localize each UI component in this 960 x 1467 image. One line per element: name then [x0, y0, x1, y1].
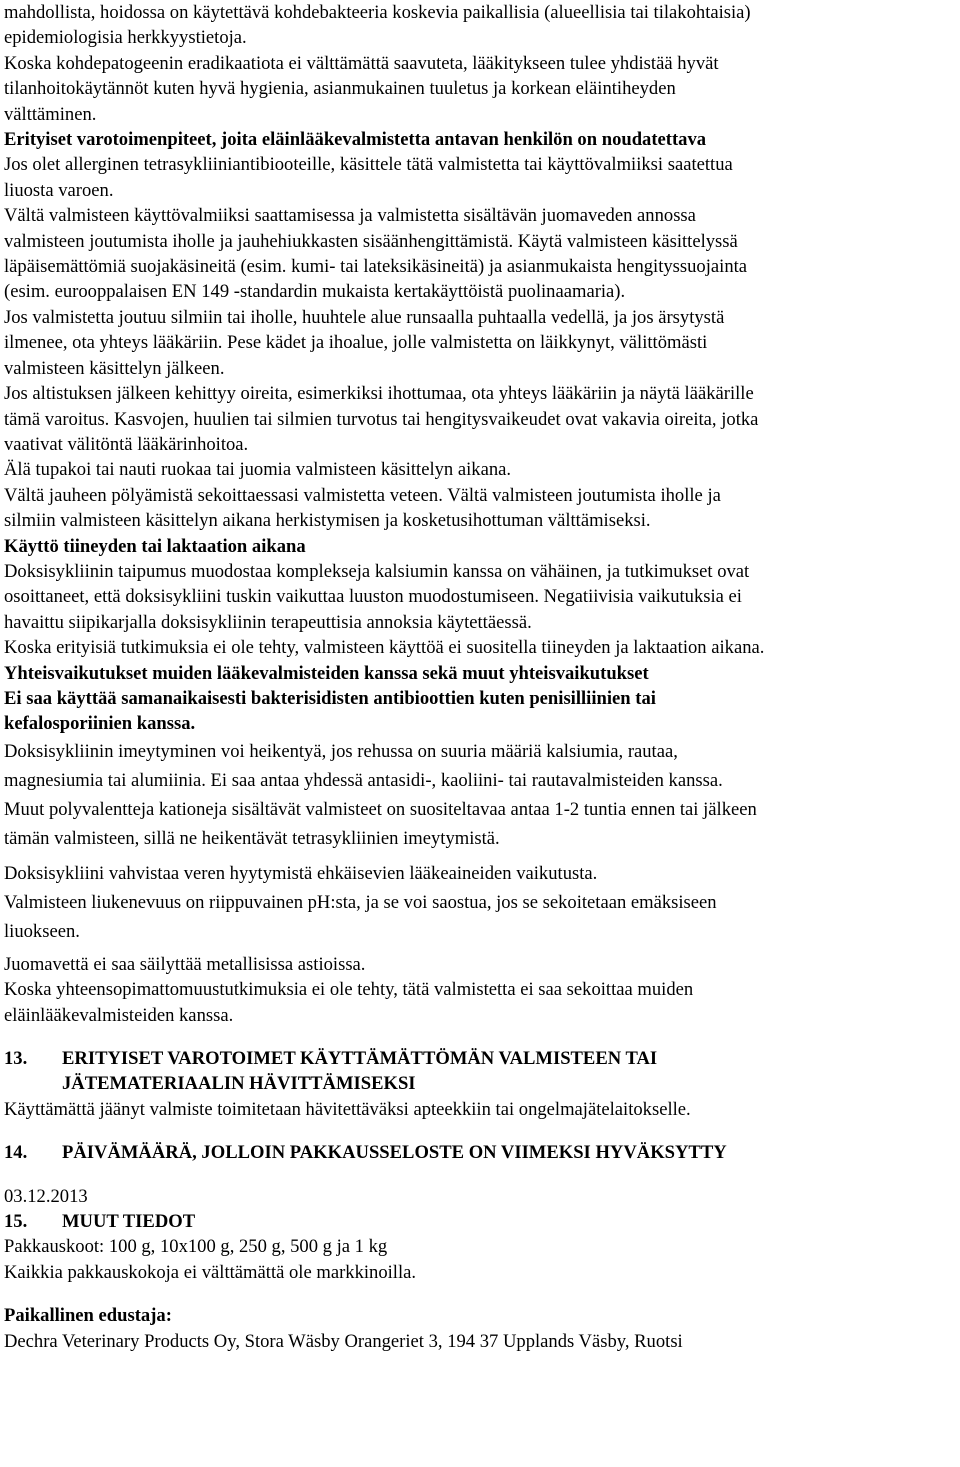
section-13-title-line2: JÄTEMATERIAALIN HÄVITTÄMISEKSI	[62, 1073, 416, 1095]
pack-sizes: Pakkauskoot: 100 g, 10x100 g, 250 g, 500 g ja 1 kg	[4, 1236, 388, 1258]
special-precautions-section	[4, 127, 956, 534]
pregnancy-heading: Käyttö tiineyden tai laktaation aikana	[4, 535, 306, 557]
section-13-text: Käyttämättä jäänyt valmiste toimitetaan hävitettäväksi apteekkiin tai ongelmajätelaitokselle.	[4, 1098, 691, 1120]
section-13-title-line1: ERITYISET VAROTOIMET KÄYTTÄMÄTTÖMÄN VALMISTEEN TAI	[62, 1048, 658, 1069]
text-line: mahdollista, hoidossa on käytettävä kohdebakteeria koskevia paikallisia (alueellisia tai tilakohtaisia)	[4, 2, 751, 23]
text-line: valmisteen käsittelyn jälkeen.	[4, 357, 225, 379]
text-line: liuosta varoen.	[4, 179, 114, 201]
text-line: Koska kohdepatogeenin eradikaatiota ei välttämättä saavuteta, lääkitykseen tulee yhdistää hyvät	[4, 52, 719, 74]
text-line: läpäisemättömiä suojakäsineitä (esim. kumi- tai lateksikäsineitä) ja asianmukaista hengityssuojainta	[4, 256, 748, 278]
text-line: Juomavettä ei saa säilyttää metallisissa astioissa.	[4, 953, 366, 975]
section-13	[4, 1046, 956, 1122]
pregnancy-section	[4, 534, 956, 661]
text-line: Valmisteen liukenevuus on riippuvainen pH:sta, ja se voi saostua, jos se sekoitetaan emäksiseen	[4, 891, 717, 913]
local-representative	[4, 1303, 956, 1354]
interactions-warning-line: Ei saa käyttää samanaikaisesti bakterisidisten antibioottien kuten penisilliinien tai	[4, 687, 656, 709]
spacer	[4, 1166, 956, 1184]
text-line: ilmenee, ota yhteys lääkäriin. Pese kädet ja ihoalue, jolle valmistetta on läikkynyt, välittömästi	[4, 332, 708, 354]
text-line: Vältä valmisteen käyttövalmiiksi saattamisessa ja valmistetta sisältävän juomaveden annossa	[4, 205, 696, 227]
section-15-number: 15.	[4, 1211, 28, 1233]
spacer	[4, 1122, 956, 1140]
spacer	[4, 1028, 956, 1046]
text-line: Jos olet allerginen tetrasykliiniantibiooteille, käsittele tätä valmistetta tai käyttövalmiiksi saatettua	[4, 154, 733, 176]
text-line: magnesiumia tai alumiinia. Ei saa antaa yhdessä antasidi-, kaoliini- tai rautavalmisteiden kanssa.	[4, 769, 723, 791]
text-line: Doksisykliini vahvistaa veren hyytymistä ehkäisevien lääkeaineiden vaikutusta.	[4, 862, 598, 884]
text-line: Doksisykliinin taipumus muodostaa komplekseja kalsiumin kanssa on vähäinen, ja tutkimukset ovat	[4, 560, 750, 582]
document-page	[4, 0, 956, 1354]
special-precautions-heading: Erityiset varotoimenpiteet, joita eläinlääkevalmistetta antavan henkilön on noudatettava	[4, 129, 707, 151]
interactions-warning-line: kefalosporiinien kanssa.	[4, 713, 196, 735]
approval-date: 03.12.2013	[4, 1185, 88, 1207]
text-line: Doksisykliinin imeytyminen voi heikentyä, jos rehussa on suuria määriä kalsiumia, rautaa,	[4, 740, 678, 762]
text-line: silmiin valmisteen käsittelyn aikana herkistymisen ja kosketusihottuman välttämiseksi.	[4, 510, 651, 532]
section-15	[4, 1209, 956, 1285]
section-13-heading-cont	[4, 1071, 956, 1096]
section-13-number: 13.	[4, 1048, 28, 1069]
text-line: epidemiologisia herkkyystietoja.	[4, 27, 247, 49]
text-line: havaittu siipikarjalla doksisykliinin terapeuttisia annoksia käytettäessä.	[4, 611, 532, 633]
interactions-heading: Yhteisvaikutukset muiden lääkevalmisteiden kanssa sekä muut yhteisvaikutukset	[4, 662, 649, 684]
text-line: Koska erityisiä tutkimuksia ei ole tehty, valmisteen käyttöä ei suositella tiineyden ja laktaation aikana.	[4, 637, 765, 659]
section-15-title: MUUT TIEDOT	[62, 1211, 196, 1233]
section-14-heading	[4, 1140, 956, 1165]
text-line: vaativat välitöntä lääkärinhoitoa.	[4, 433, 249, 455]
text-line: Jos altistuksen jälkeen kehittyy oireita, esimerkiksi ihottumaa, ota yhteys lääkäriin ja näytä lääkärille	[4, 383, 754, 405]
section-13-heading	[4, 1046, 956, 1071]
text-line: eläinlääkevalmisteiden kanssa.	[4, 1004, 234, 1026]
text-line: Älä tupakoi tai nauti ruokaa tai juomia valmisteen käsittelyn aikana.	[4, 459, 512, 481]
text-line: osoittaneet, että doksisykliini tuskin vaikuttaa luuston muodostumiseen. Negatiivisia vaikutuksia ei	[4, 586, 742, 608]
representative-heading: Paikallinen edustaja:	[4, 1305, 172, 1327]
text-line: (esim. eurooppalaisen EN 149 -standardin mukaista kertakäyttöistä puolinaamaria).	[4, 281, 626, 303]
text-line: Muut polyvalentteja kationeja sisältävät valmisteet on suositeltavaa antaa 1-2 tuntia ennen tai jälkeen	[4, 798, 757, 820]
section-14-title: PÄIVÄMÄÄRÄ, JOLLOIN PAKKAUSSELOSTE ON VIIMEKSI HYVÄKSYTTY	[62, 1142, 727, 1164]
pack-availability: Kaikkia pakkauskokoja ei välttämättä ole markkinoilla.	[4, 1261, 417, 1283]
text-line: liuokseen.	[4, 920, 80, 942]
representative-address: Dechra Veterinary Products Oy, Stora Wäsby Orangeriet 3, 194 37 Upplands Väsby, Ruotsi	[4, 1330, 683, 1352]
section-14-number: 14.	[4, 1142, 28, 1164]
text-line: Koska yhteensopimattomuustutkimuksia ei ole tehty, tätä valmistetta ei saa sekoittaa muiden	[4, 979, 694, 1001]
text-line: välttäminen.	[4, 103, 97, 125]
text-line: Vältä jauheen pölyämistä sekoittaessasi valmistetta veteen. Vältä valmisteen joutumista iholle ja	[4, 484, 721, 506]
interactions-section	[4, 661, 956, 1028]
section-14	[4, 1140, 956, 1209]
text-line: tämän valmisteen, sillä ne heikentävät tetrasykliinien imeytymistä.	[4, 827, 500, 849]
text-line: tämä varoitus. Kasvojen, huulien tai silmien turvotus tai hengitysvaikeudet ovat vakavia oireita, jotka	[4, 408, 759, 430]
text-line: valmisteen joutumista iholle ja jauhehiukkasten sisäänhengittämistä. Käytä valmisteen käsittelyssä	[4, 230, 738, 252]
spacer	[4, 1285, 956, 1303]
section-15-heading	[4, 1209, 956, 1234]
text-line: tilanhoitokäytännöt kuten hyvä hygienia, asianmukainen tuuletus ja korkean eläintiheyden	[4, 78, 676, 100]
text-line: Jos valmistetta joutuu silmiin tai iholle, huuhtele alue runsaalla puhtaalla vedellä, ja jos ärsytystä	[4, 306, 725, 328]
intro-paragraph	[4, 0, 956, 127]
